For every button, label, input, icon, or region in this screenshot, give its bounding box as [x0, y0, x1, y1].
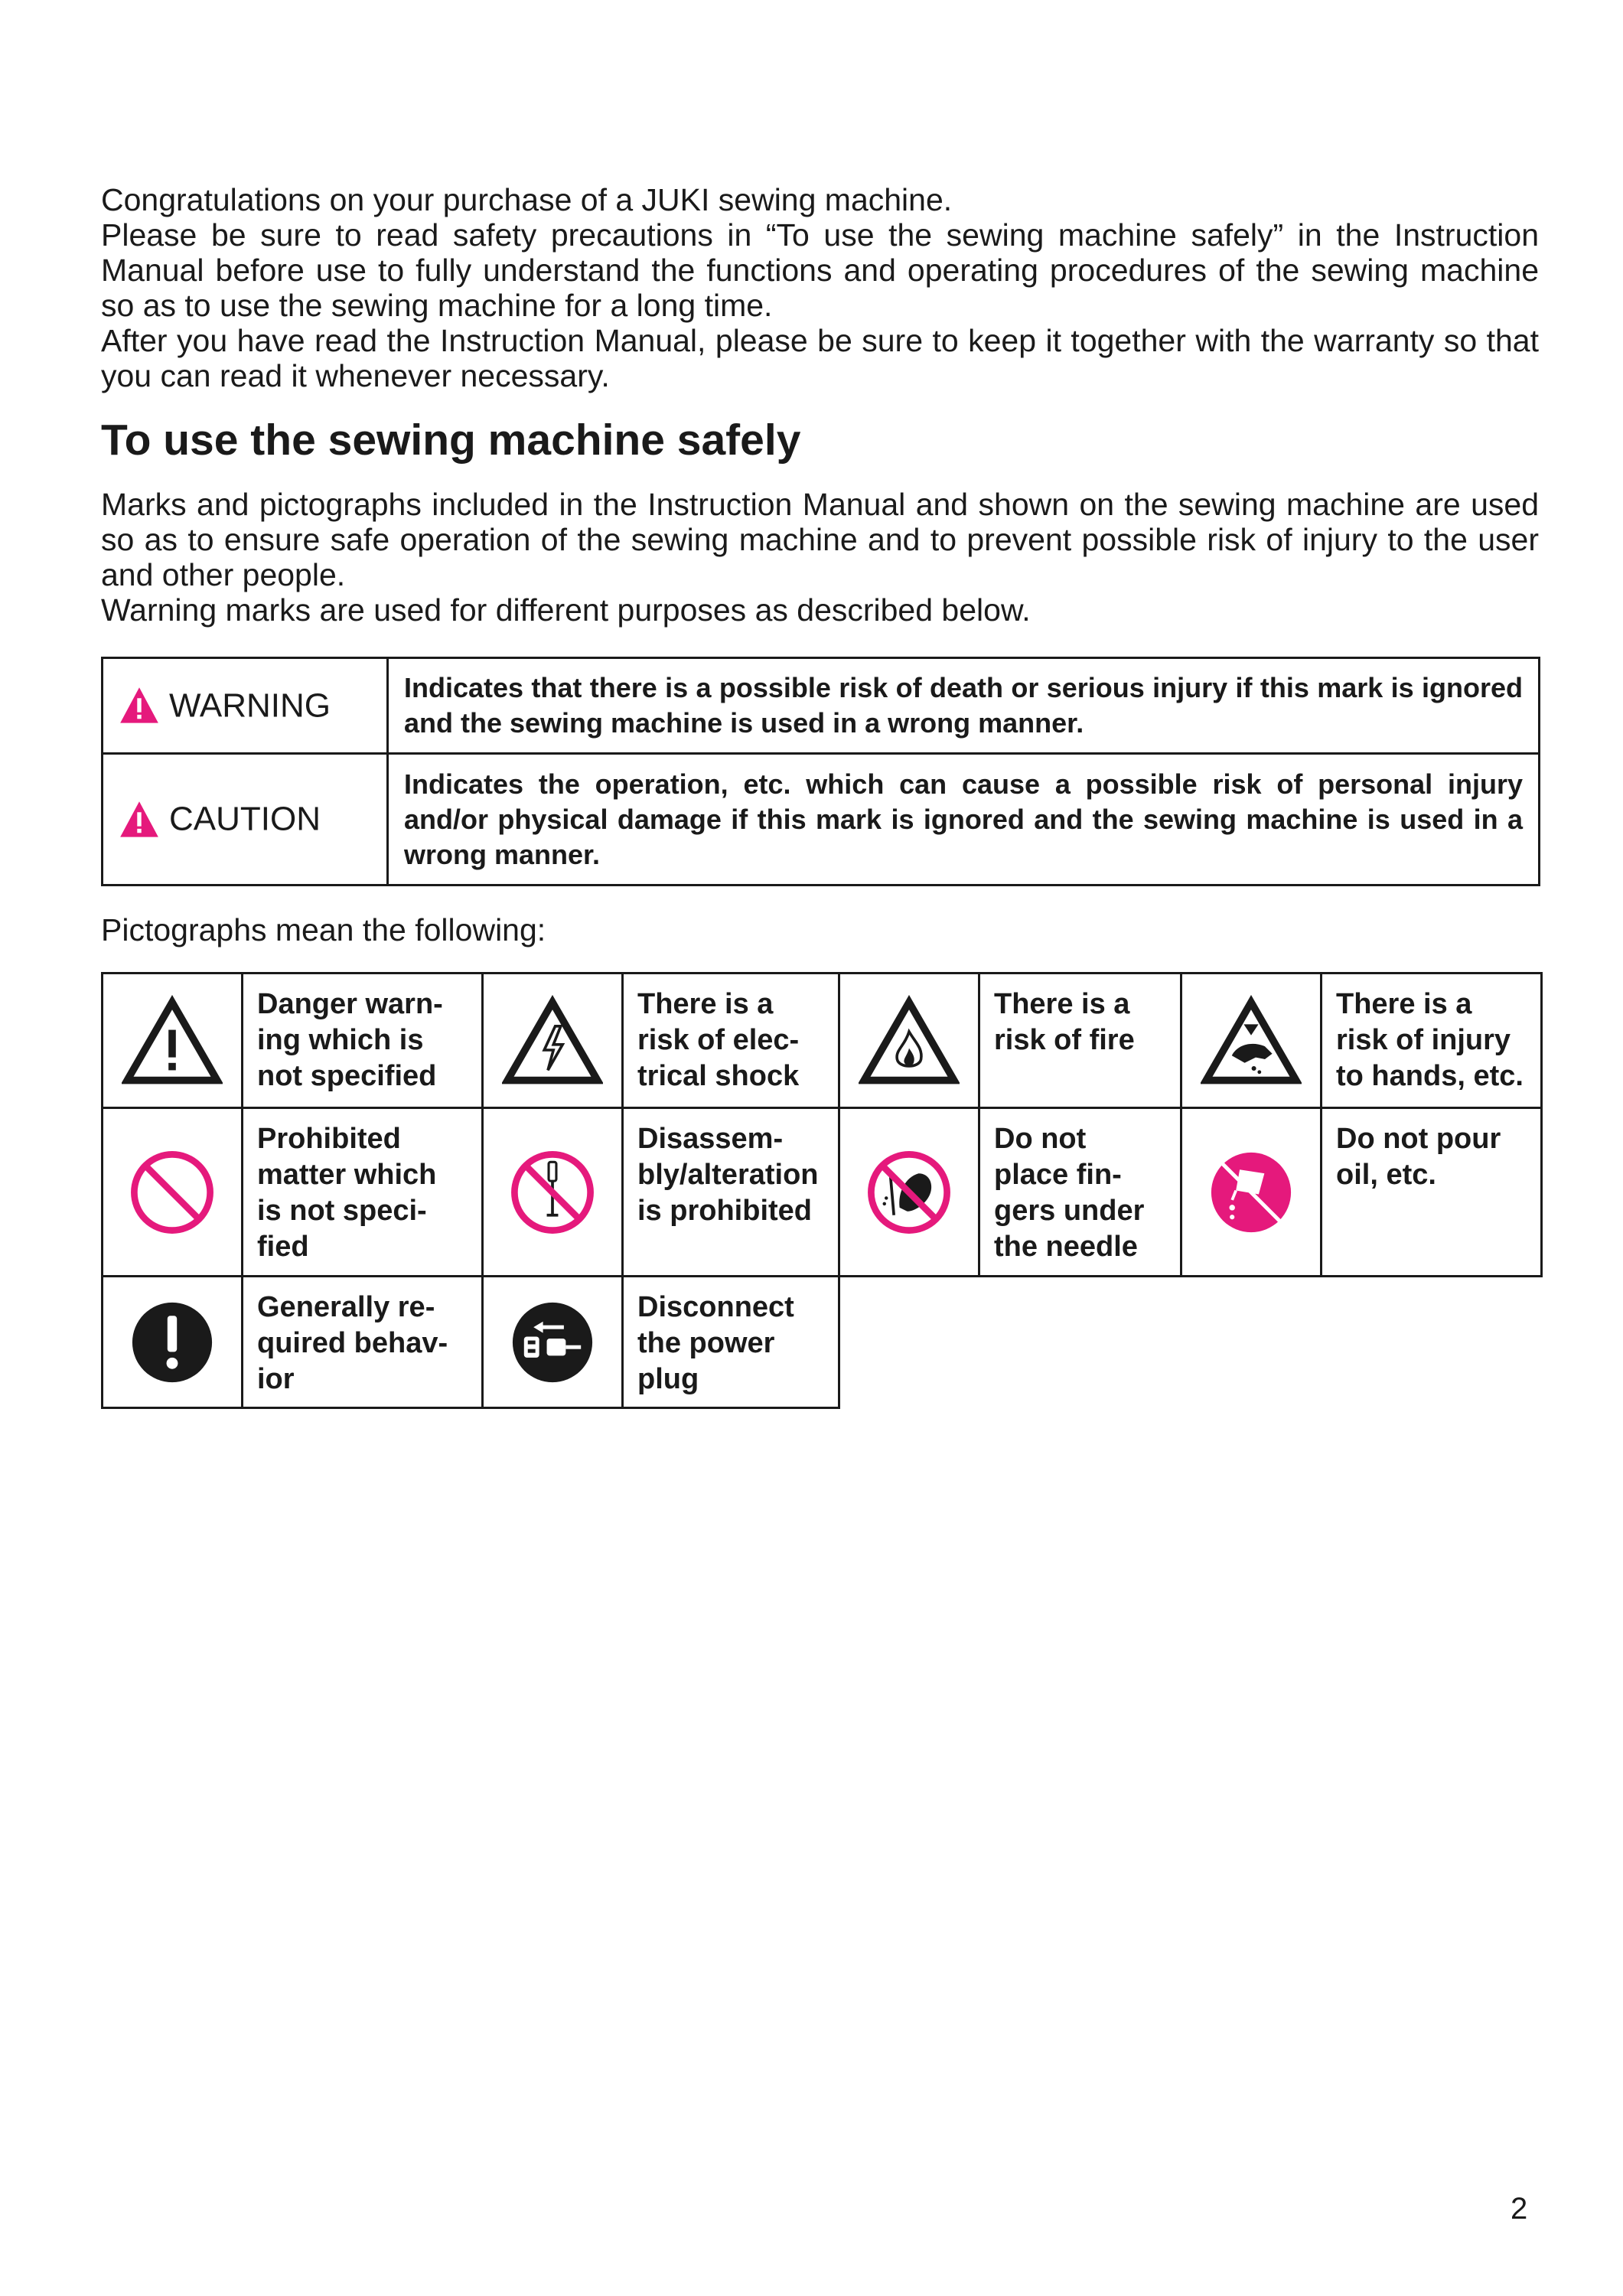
intro-paragraph-2: Please be sure to read safety precautions in “To use the sewing machine safely” in the Instruction Manual before use to fully understand the functions and operating procedures of the sewing machine so as to use the sewing machine for a long time. — [101, 217, 1539, 323]
danger-warning-icon — [122, 995, 223, 1087]
pictograph-icon-cell — [103, 1277, 243, 1408]
pictograph-row — [103, 1277, 1542, 1408]
no-oil-pour-icon — [1204, 1145, 1299, 1240]
pictograph-icon-cell — [1181, 974, 1322, 1108]
pictographs-caption: Pictographs mean the following: — [101, 912, 546, 947]
pictograph-table — [101, 972, 1543, 1409]
required-behavior-icon — [125, 1295, 220, 1390]
pictograph-text: There is a risk of elec- trical shock — [623, 974, 839, 1108]
disconnect-plug-icon — [505, 1295, 600, 1390]
hand-injury-icon — [1201, 995, 1302, 1087]
pictograph-text: Generally re- quired behav- ior — [243, 1277, 483, 1408]
warning-label-cell — [103, 658, 388, 754]
marks-paragraph-2: Warning marks are used for different purposes as described below. — [101, 592, 1031, 628]
electrical-shock-icon — [502, 995, 603, 1087]
pictograph-row — [103, 1108, 1542, 1277]
warning-description: Indicates that there is a possible risk of death or serious injury if this mark is ignored and the sewing machine is used in a wrong manner. — [388, 658, 1540, 754]
section-heading: To use the sewing machine safely — [101, 416, 801, 465]
pictograph-icon-cell — [839, 974, 979, 1108]
intro-line-1: Congratulations on your purchase of a JUKI sewing machine. — [101, 182, 953, 217]
signal-word-table — [101, 657, 1540, 886]
warning-row — [103, 658, 1540, 754]
caution-label: CAUTION — [169, 800, 321, 838]
pictograph-icon-cell — [483, 974, 623, 1108]
pictograph-text: Do not place fin- gers under the needle — [979, 1108, 1181, 1277]
pictograph-text: Danger warn- ing which is not specified — [243, 974, 483, 1108]
intro-paragraph-3: After you have read the Instruction Manual, please be sure to keep it together with the warranty so that you can read it whenever necessary. — [101, 323, 1539, 393]
caution-label-cell — [103, 754, 388, 885]
pictograph-text: There is a risk of injury to hands, etc. — [1322, 974, 1542, 1108]
pictograph-icon-cell — [483, 1108, 623, 1277]
pictograph-icon-cell — [483, 1277, 623, 1408]
pictograph-icon-cell — [1181, 1108, 1322, 1277]
intro-text — [101, 182, 1539, 393]
no-disassembly-icon — [505, 1145, 600, 1240]
marks-explanation — [101, 487, 1539, 628]
pictograph-text: Disconnect the power plug — [623, 1277, 839, 1408]
caution-triangle-icon — [119, 799, 160, 840]
pictograph-text: Do not pour oil, etc. — [1322, 1108, 1542, 1277]
warning-triangle-icon — [119, 685, 160, 726]
caution-row — [103, 754, 1540, 885]
pictograph-text: There is a risk of fire — [979, 974, 1181, 1108]
pictograph-text: Prohibited matter which is not speci- fied — [243, 1108, 483, 1277]
pictograph-icon-cell — [839, 1108, 979, 1277]
fire-icon — [859, 995, 960, 1087]
page-number: 2 — [1511, 2192, 1528, 2226]
pictograph-icon-cell — [103, 1108, 243, 1277]
warning-label: WARNING — [169, 687, 331, 725]
pictograph-text: Disassem- bly/alteration is prohibited — [623, 1108, 839, 1277]
pictograph-icon-cell — [103, 974, 243, 1108]
marks-paragraph-1: Marks and pictographs included in the Instruction Manual and shown on the sewing machine are used so as to ensure safe operation of the sewing machine and to prevent possible risk of injury to the user and other people. — [101, 487, 1539, 592]
pictograph-row — [103, 974, 1542, 1108]
no-fingers-under-needle-icon — [862, 1145, 957, 1240]
caution-description: Indicates the operation, etc. which can cause a possible risk of personal injury and/or physical damage if this mark is ignored and the sewing machine is used in a wrong manner. — [388, 754, 1540, 885]
prohibited-icon — [125, 1145, 220, 1240]
